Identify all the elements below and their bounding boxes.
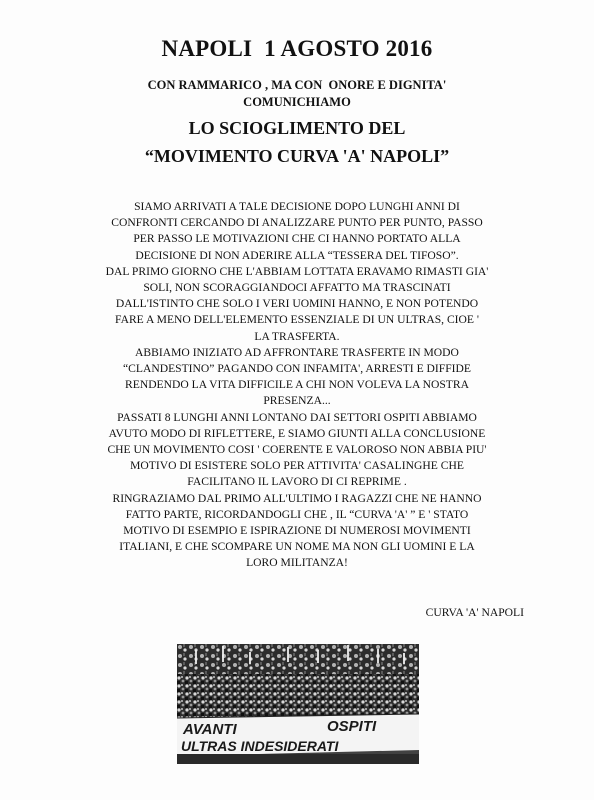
banner-text-avanti: AVANTI: [183, 721, 237, 738]
body-line: SOLI, NON SCORAGGIANDOCI AFFATTO MA TRASCINATI: [143, 281, 451, 295]
body-line: PRESENZA...: [263, 394, 331, 408]
body-line: DAL PRIMO GIORNO CHE L'ABBIAM LOTTATA ERAVAMO RIMASTI GIA': [105, 264, 489, 278]
body-line: FARE A MENO DELL'ELEMENTO ESSENZIALE DI UN ULTRAS, CIOE ': [114, 313, 479, 327]
body-line: RENDENDO LA VITA DIFFICILE A CHI NON VOLEVA LA NOSTRA: [125, 378, 469, 392]
body-line: LORO MILITANZA!: [246, 556, 348, 570]
body-line: ITALIANI, E CHE SCOMPARE UN NOME MA NON GLI UOMINI E LA: [119, 540, 475, 554]
subtitle-line-2: COMUNICHIAMO: [243, 95, 351, 109]
body-line: DECISIONE DI NON ADERIRE ALLA “TESSERA DEL TIFOSO”.: [135, 248, 459, 262]
body-line: ABBIAMO INIZIATO AD AFFRONTARE TRASFERTE IN MODO: [135, 345, 459, 359]
body-line: LA TRASFERTA.: [254, 329, 340, 343]
body-line: CONFRONTI CERCANDO DI ANALIZZARE PUNTO PER PUNTO, PASSO: [111, 216, 483, 230]
body-line: AVUTO MODO DI RIFLETTERE, E SIAMO GIUNTI ALLA CONCLUSIONE: [108, 426, 486, 440]
body-line: MOTIVO DI ESISTERE SOLO PER ATTIVITA' CASALINGHE CHE: [130, 459, 464, 473]
body-line: FATTO PARTE, RICORDANDOGLI CHE , IL “CURVA 'A' ” E ' STATO: [125, 507, 469, 521]
signature: CURVA 'A' NAPOLI: [425, 606, 524, 619]
subtitle-line-1: CON RAMMARICO , MA CON ONORE E DIGNITA': [147, 78, 447, 92]
body-line: PASSATI 8 LUNGHI ANNI LONTANO DAI SETTORI OSPITI ABBIAMO: [117, 410, 477, 424]
banner-text-ultras: ULTRAS INDESIDERATI: [181, 738, 339, 754]
body-line: SIAMO ARRIVATI A TALE DECISIONE DOPO LUNGHI ANNI DI: [134, 200, 460, 213]
body-line: MOTIVO DI ESEMPIO E ISPIRAZIONE DI NUMEROSI MOVIMENTI: [123, 524, 471, 538]
headline-line-1: LO SCIOGLIMENTO DEL: [188, 118, 406, 138]
banner-text-ospiti: OSPITI: [327, 718, 377, 735]
fans-photo: [177, 644, 419, 764]
document-title: NAPOLI 1 AGOSTO 2016: [161, 36, 433, 61]
body-line: PER PASSO LE MOTIVAZIONI CHE CI HANNO PORTATO ALLA: [133, 232, 461, 246]
body-line: CHE UN MOVIMENTO COSI ' COERENTE E VALOROSO NON ABBIA PIU': [107, 443, 487, 457]
body-line: DALL'ISTINTO CHE SOLO I VERI UOMINI HANNO, E NON POTENDO: [115, 297, 479, 311]
headline-line-2: “MOVIMENTO CURVA 'A' NAPOLI”: [144, 146, 450, 166]
body-line: RINGRAZIAMO DAL PRIMO ALL'ULTIMO I RAGAZZI CHE NE HANNO: [112, 491, 482, 505]
body-line: “CLANDESTINO” PAGANDO CON INFAMITA', ARRESTI E DIFFIDE: [122, 362, 471, 376]
statement-body: [50, 199, 544, 572]
body-line: FACILITANO IL LAVORO DI CI REPRIME .: [187, 475, 407, 489]
